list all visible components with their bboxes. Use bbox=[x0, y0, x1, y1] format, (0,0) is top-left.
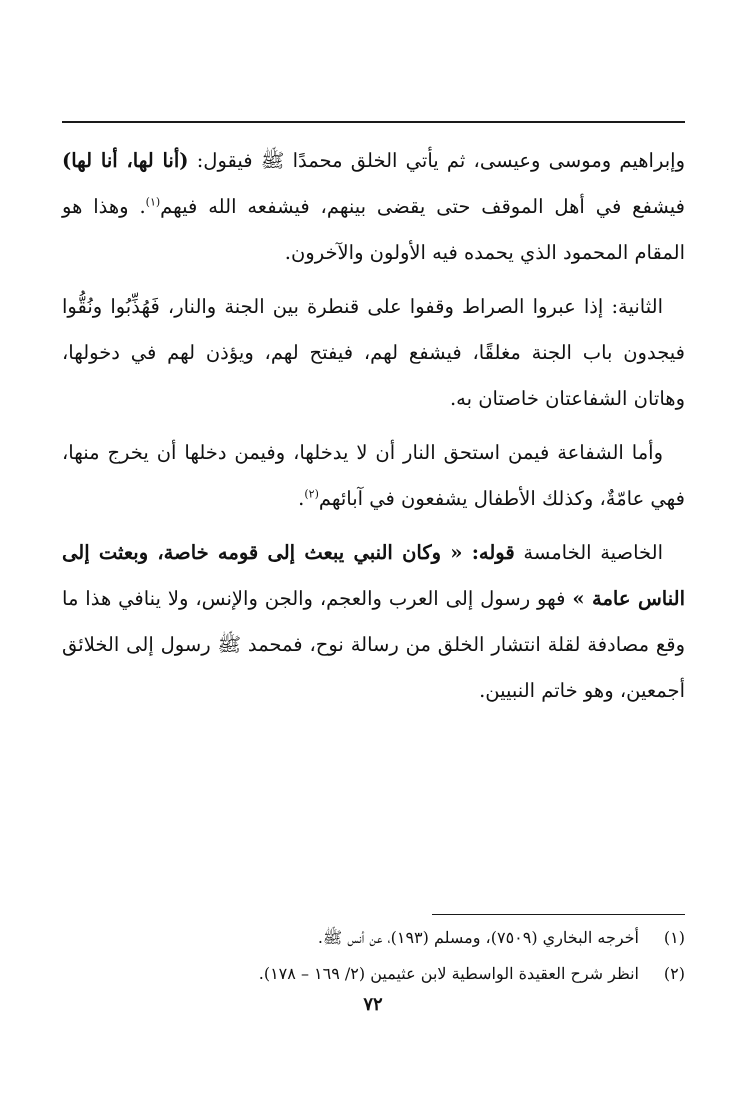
bold-text-run: قوله: « وكان النبي يبعث إلى قومه خاصة، وبعثت إلى الناس عامة » bbox=[62, 541, 685, 610]
footnote-number: (١) bbox=[663, 928, 685, 947]
footnote-text: أخرجه البخاري (٧٥٠٩)، ومسلم (١٩٣)، عن أنس ﷺ. bbox=[317, 928, 639, 947]
text-run: فيشفع في أهل الموقف حتى يقضى بينهم، فيشفعه الله فيهم bbox=[160, 195, 685, 218]
paragraph-2 bbox=[62, 284, 685, 422]
text-run: وإبراهيم وموسى وعيسى، ثم يأتي الخلق محمدًا ﷺ فيقول: bbox=[188, 149, 685, 172]
paragraph-3 bbox=[62, 430, 685, 522]
footnote-2 bbox=[62, 956, 685, 992]
text-run: . وهذا هو المقام المحمود الذي يحمده فيه الأولون والآخرون. bbox=[62, 195, 685, 264]
footnote-rule bbox=[432, 914, 685, 915]
page-number: ٧٢ bbox=[363, 994, 383, 1015]
text-run: وأما الشفاعة فيمن استحق النار أن لا يدخلها، وفيمن دخلها أن يخرج منها، فهي عامّةٌ، وكذلك الأطفال يشفعون في آبائهم bbox=[62, 441, 685, 510]
main-text bbox=[62, 138, 685, 722]
bold-text-run: (أنا لها، أنا لها) bbox=[62, 149, 189, 172]
footnote-reference: (٢) bbox=[304, 487, 319, 501]
text-run: فهو رسول إلى العرب والعجم، والجن والإنس، ولا ينافي هذا ما وقع مصادفة لقلة انتشار الخلق من رسالة نوح، فمحمد ﷺ رسول إلى الخلائق أجمعين، وهو خاتم النبيين. bbox=[62, 587, 685, 702]
paragraph-1 bbox=[62, 138, 685, 276]
paragraph-4 bbox=[62, 530, 685, 714]
text-run: الخاصية الخامسة bbox=[514, 541, 663, 564]
footnote-1 bbox=[62, 920, 685, 956]
header-rule bbox=[62, 121, 685, 123]
footnote-reference: (١) bbox=[145, 195, 161, 209]
footnote-text: انظر شرح العقيدة الواسطية لابن عثيمين (٢/ ١٦٩ – ١٧٨). bbox=[258, 964, 639, 983]
text-run: الثانية: إذا عبروا الصراط وقفوا على قنطرة بين الجنة والنار، فَهُذِّبُوا ونُقُّوا فيجدون باب الجنة مغلقًا، فيشفع لهم، فيفتح لهم، ويؤذن لهم في دخولها، وهاتان الشفاعتان خاصتان به. bbox=[62, 295, 685, 410]
footnote-number: (٢) bbox=[663, 964, 685, 983]
text-run: . bbox=[298, 487, 305, 510]
footnotes bbox=[62, 920, 685, 992]
